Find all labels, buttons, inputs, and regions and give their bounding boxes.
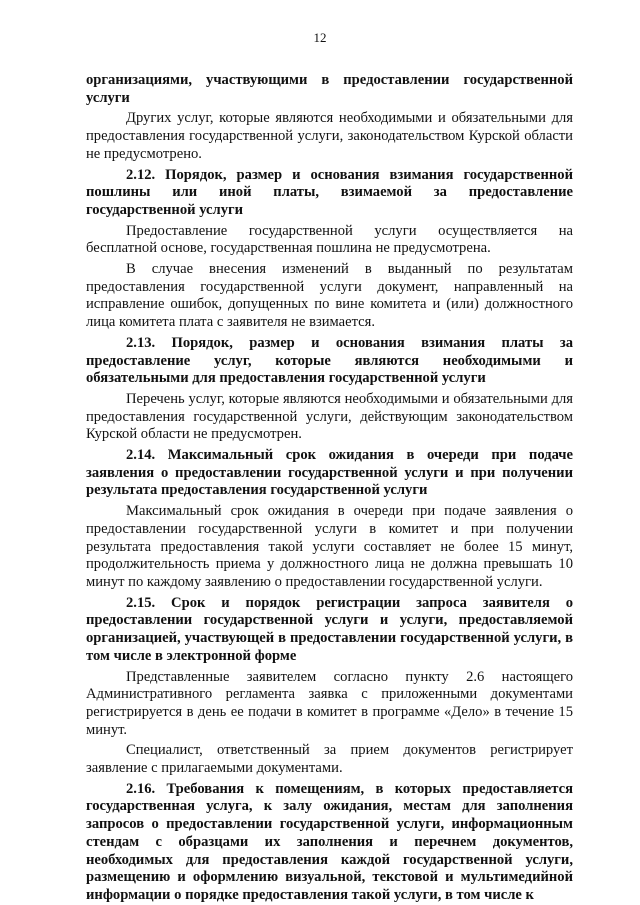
body-paragraph-4: Предоставление государственной услуги осуществляется на бесплатной основе, государственная пошлина не предусмотрена. (86, 222, 573, 257)
document-body (86, 72, 573, 905)
body-paragraph-7: Перечень услуг, которые являются необходимыми и обязательными для предоставления государственной услуги, действующим законодательством Курской области не предусмотрен. (86, 390, 573, 443)
body-paragraph-2: Других услуг, которые являются необходимыми и обязательными для предоставления государственной услуги, законодательством Курской области не предусмотрено. (86, 110, 573, 162)
body-paragraph-9: Максимальный срок ожидания в очереди при подаче заявления о предоставлении государственной услуги в комитет и при получении результата предоставления такой услуги составляет не более 15 минут, продолжительность приема у должностного лица не должна превышать 10 минут по каждому заявлению о предоставлении государственной услуги. (86, 503, 573, 590)
section-heading-6: 2.13. Порядок, размер и основания взимания платы за предоставление услуг, которые являются необходимыми и обязательными для предоставления государственной услуги (86, 334, 573, 387)
section-heading-8: 2.14. Максимальный срок ожидания в очереди при подаче заявления о предоставлении государственной услуги и при получении результата предоставления государственной услуги (86, 447, 573, 499)
section-heading-10: 2.15. Срок и порядок регистрации запроса заявителя о предоставлении государственной услуги и услуги, предоставляемой организацией, участвующей в предоставлении государственной услуги, в том числе в электронной форме (86, 594, 573, 664)
section-heading-1: организациями, участвующими в предоставлении государственной услуги (86, 72, 573, 106)
body-paragraph-11: Представленные заявителем согласно пункту 2.6 настоящего Административного регламента заявка с приложенными документами регистрируется в день ее подачи в комитет в программе «Дело» в течение 15 минут. (86, 668, 573, 738)
section-heading-3: 2.12. Порядок, размер и основания взимания государственной пошлины или иной платы, взимаемой за предоставление государственной услуги (86, 166, 573, 218)
body-paragraph-12: Специалист, ответственный за прием документов регистрирует заявление с прилагаемыми документами. (86, 742, 573, 777)
body-paragraph-5: В случае внесения изменений в выданный по результатам предоставления государственной услуги документ, направленный на исправление ошибок, допущенных по вине комитета и (или) должностного лица комитета плата с заявителя не взимается. (86, 261, 573, 331)
page-number: 12 (313, 30, 327, 45)
section-heading-13: 2.16. Требования к помещениям, в которых предоставляется государственная услуга, к залу ожидания, местам для заполнения запросов о предоставлении государственной услуги, информационным стендам с образцами их заполнения и перечнем документов, необходимых для предоставления каждой государственной услуги, размещению и оформлению визуальной, текстовой и мультимедийной информации о порядке предоставления такой услуги, в том числе к (86, 780, 573, 903)
